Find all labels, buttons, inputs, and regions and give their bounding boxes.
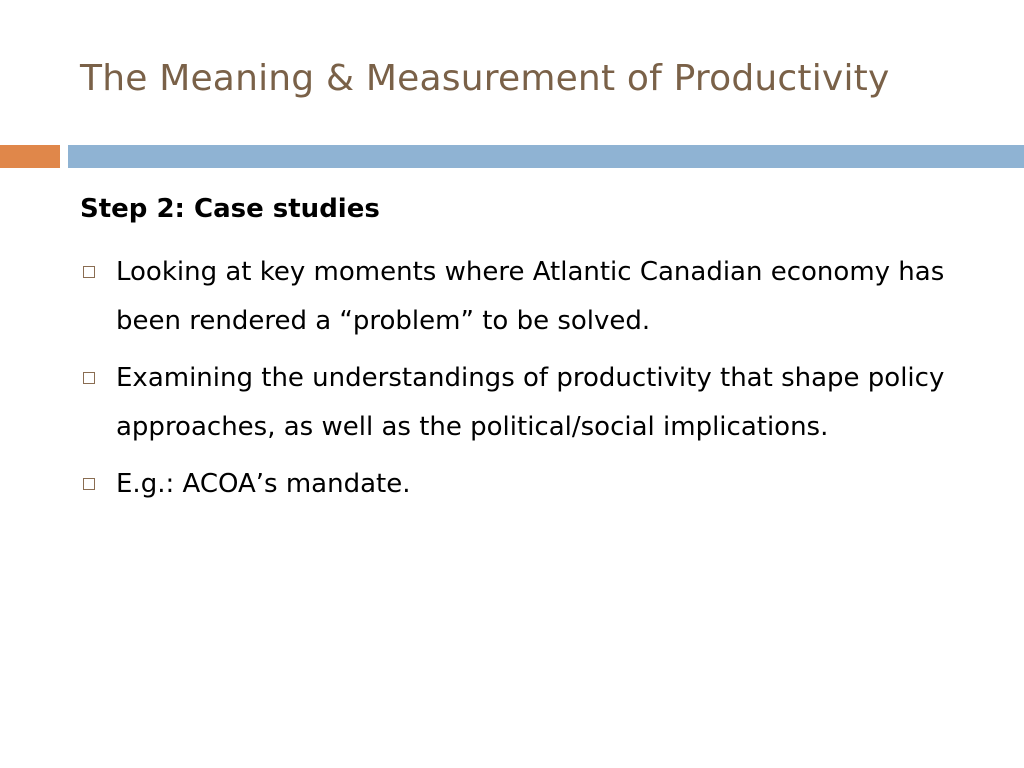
bullet-text: E.g.: ACOA’s mandate. [116,469,411,499]
square-bullet-icon [83,478,95,490]
accent-bar-orange [0,145,60,168]
bullet-item [80,460,960,509]
bullet-text: Looking at key moments where Atlantic Canadian economy has been rendered a “problem” to be solved. [116,257,945,336]
bullet-item [80,354,960,452]
bullet-item [80,248,960,346]
bullet-list [80,248,960,517]
slide-title: The Meaning & Measurement of Productivity [80,58,890,99]
accent-bar-blue [68,145,1024,168]
square-bullet-icon [83,372,95,384]
square-bullet-icon [83,266,95,278]
section-subheading: Step 2: Case studies [80,194,380,224]
bullet-text: Examining the understandings of productivity that shape policy approaches, as well as the political/social implications. [116,363,945,442]
